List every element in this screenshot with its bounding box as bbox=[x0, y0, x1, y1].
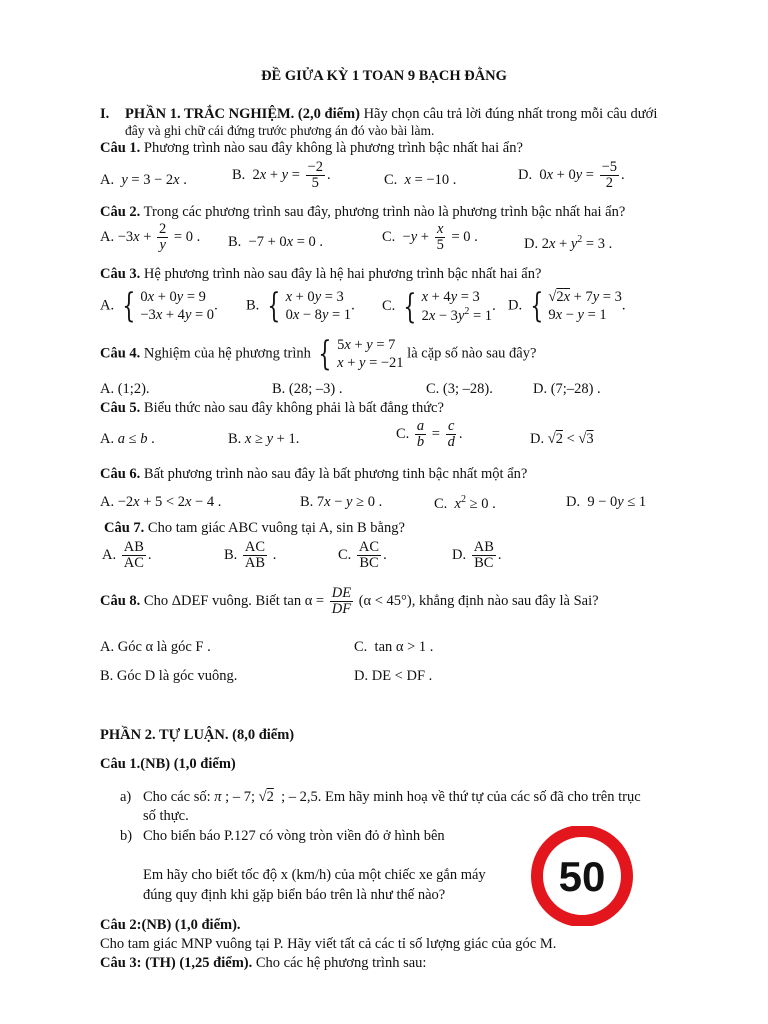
q4-text-after: là cặp số nào sau đây? bbox=[407, 345, 537, 362]
q5-opt-b: B. x ≥ y + 1. bbox=[228, 431, 300, 447]
p2-q3-line bbox=[100, 955, 426, 972]
q3-opt-c: C. { x + 4y = 3 $2x - 3y^2 = 1$ . bbox=[382, 286, 496, 327]
q4-opt-a: A. (1;2). bbox=[100, 381, 150, 397]
p2-q1a-text-3: số thực. bbox=[143, 808, 189, 824]
speed-limit-sign bbox=[512, 826, 640, 926]
q8-opt-d: D. DE < DF . bbox=[354, 668, 433, 684]
q7-opt-b: B. $\frac{AC}{AB}$ . bbox=[224, 539, 277, 572]
q6-label: Câu 6. bbox=[100, 466, 141, 482]
q2-opt-d: D. $2x + y^2 = 3$ . bbox=[524, 234, 613, 252]
q4 bbox=[100, 334, 537, 375]
q5-label: Câu 5. bbox=[100, 400, 141, 416]
q8-label: Câu 8. bbox=[100, 593, 141, 610]
q3-opt-b: B. { x + 0y = 3 0x − 8y = 1 . bbox=[246, 286, 355, 327]
p2-q1b-text-2: Em hãy cho biết tốc độ x (km/h) của một chiếc xe gắn máy bbox=[143, 867, 486, 883]
part2-heading: PHẦN 2. TỰ LUẬN. (8,0 điểm) bbox=[100, 727, 295, 743]
q4-text-before: Nghiệm của hệ phương trình bbox=[143, 345, 311, 362]
p2-q1b-text-1: Cho biển báo P.127 có vòng tròn viền đỏ ở hình bên bbox=[143, 828, 445, 844]
q3-opt-d: D. { √2x + 7y = 3 9x − y = 1 . bbox=[508, 286, 626, 327]
q6-opt-b: B. 7x − y ≥ 0 . bbox=[300, 494, 383, 510]
p2-q1a-line: Cho các số: π ; – 7; √2 ; – 2,5. Em hãy minh hoạ về thứ tự của các số đã cho trên trục bbox=[143, 789, 641, 805]
q2-opt-a: A. −3x + $\frac{2}{y}$ = 0 . bbox=[100, 221, 201, 254]
q5 bbox=[100, 400, 444, 417]
page-title: ĐỀ GIỬA KỲ 1 TOAN 9 BẠCH ĐẰNG bbox=[261, 68, 507, 84]
sign-number: 50 bbox=[558, 853, 606, 900]
q8-text-after: , khẳng định nào sau đây là Sai? bbox=[411, 593, 599, 610]
p2-q1b-label: b) bbox=[120, 828, 133, 844]
q1-opt-b: B. 2x + y = $\frac{-2}{5}$ . bbox=[232, 159, 331, 192]
q1-label: Câu 1. bbox=[100, 140, 141, 156]
q4-opt-d: D. (7;–28) . bbox=[533, 381, 601, 397]
q7-opt-a: A. $\frac{AB}{AC}$ . bbox=[102, 539, 152, 572]
p2-q1a-label: a) bbox=[120, 789, 132, 805]
q8-opt-c: C. tan α > 1 . bbox=[354, 639, 434, 655]
q8-opt-a: A. Góc α là góc F . bbox=[100, 639, 211, 655]
p2-q1a-text-1: Cho các số: bbox=[143, 789, 211, 805]
q8-opt-b: B. Góc D là góc vuông. bbox=[100, 668, 238, 684]
q8-text-before: Cho ΔDEF vuông. Biết bbox=[143, 593, 280, 610]
p2-q3-heading: Câu 3: (TH) (1,25 điểm). bbox=[100, 955, 253, 971]
q4-system: { 5x + y = 7 x + y = −21 bbox=[318, 334, 404, 375]
q4-label: Câu 4. bbox=[100, 345, 141, 362]
q2-label: Câu 2. bbox=[100, 204, 141, 220]
q4-opt-b: B. (28; –3) . bbox=[272, 381, 343, 397]
q6-opt-d: D. 9 − 0y ≤ 1 bbox=[566, 494, 647, 510]
q6-opt-a: A. −2x + 5 < 2x − 4 . bbox=[100, 494, 222, 510]
q1-opt-d: D. 0x + 0y = $\frac{-5}{2}$ . bbox=[518, 159, 625, 192]
q2 bbox=[100, 204, 625, 221]
q4-opt-c: C. (3; –28). bbox=[426, 381, 493, 397]
q3-text: Hệ phương trình nào sau đây là hệ hai phương trình bậc nhất hai ẩn? bbox=[143, 266, 542, 282]
q6 bbox=[100, 466, 527, 483]
p2-q1b-text-3: đúng quy định khi gặp biển báo trên là như thế nào? bbox=[143, 887, 446, 903]
q2-opt-b: B. −7 + 0x = 0 . bbox=[228, 234, 324, 250]
part1-instruction: Hãy chọn câu trả lời đúng nhất trong mỗi câu dưới bbox=[363, 106, 658, 122]
q2-text: Trong các phương trình sau đây, phương trình nào là phương trình bậc nhất hai ẩn? bbox=[143, 204, 626, 220]
part1-heading: PHẦN 1. TRẮC NGHIỆM. (2,0 điểm) bbox=[125, 106, 360, 122]
q7-opt-d: D. $\frac{AB}{BC}$ . bbox=[452, 539, 502, 572]
part1-number: I. bbox=[100, 106, 110, 122]
p2-q1a-text-2: ; – 2,5. Em hãy minh hoạ về thứ tự của các số đã cho trên trục bbox=[281, 789, 641, 805]
q5-opt-c: C. $\frac{a}{b}$ = $\frac{c}{d}$ . bbox=[396, 418, 463, 451]
q1-text: Phương trình nào sau đây không là phương trình bậc nhất hai ẩn? bbox=[143, 140, 523, 156]
q1-opt-a: A. y = 3 − 2x . bbox=[100, 172, 187, 188]
q1-opt-c: C. x = −10 . bbox=[384, 172, 457, 188]
q3 bbox=[100, 266, 541, 283]
q7-opt-c: C. $\frac{AC}{BC}$ . bbox=[338, 539, 387, 572]
q5-text: Biểu thức nào sau đây không phải là bất đẳng thức? bbox=[143, 400, 444, 416]
q6-opt-c: C. $x^2 \ge 0$ . bbox=[434, 494, 496, 512]
q7-text: Cho tam giác ABC vuông tại A, sin B bằng? bbox=[147, 520, 405, 536]
q3-label: Câu 3. bbox=[100, 266, 141, 282]
part1-instruction-2: đây và ghi chữ cái đứng trước phương án đó vào bài làm. bbox=[125, 123, 435, 138]
q3-opt-a: A. { 0x + 0y = 9 −3x + 4y = 0 . bbox=[100, 286, 218, 327]
q7-label: Câu 7. bbox=[104, 520, 145, 536]
q2-opt-c: C. −y + $\frac{x}{5}$ = 0 . bbox=[382, 221, 478, 254]
p2-q2-text: Cho tam giác MNP vuông tại P. Hãy viết tất cả các tỉ số lượng giác của góc M. bbox=[100, 936, 557, 952]
p2-q3-text: Cho các hệ phương trình sau: bbox=[255, 955, 427, 971]
q6-text: Bất phương trình nào sau đây là bất phương tinh bậc nhất một ẩn? bbox=[143, 466, 528, 482]
q5-opt-d: D. √2 < √3 bbox=[530, 431, 594, 447]
part1-heading-line bbox=[125, 106, 657, 123]
q7 bbox=[104, 520, 405, 537]
q1 bbox=[100, 140, 523, 157]
p2-q2-heading: Câu 2:(NB) (1,0 điểm). bbox=[100, 917, 241, 933]
q8: Câu 8. Cho ΔDEF vuông. Biết tan α = $\frac{DE}{DF}$ (α < 45°), khẳng định nào sau đây là Sai? bbox=[100, 585, 599, 618]
q5-opt-a: A. a ≤ b . bbox=[100, 431, 155, 447]
p2-q1-heading: Câu 1.(NB) (1,0 điểm) bbox=[100, 756, 236, 772]
